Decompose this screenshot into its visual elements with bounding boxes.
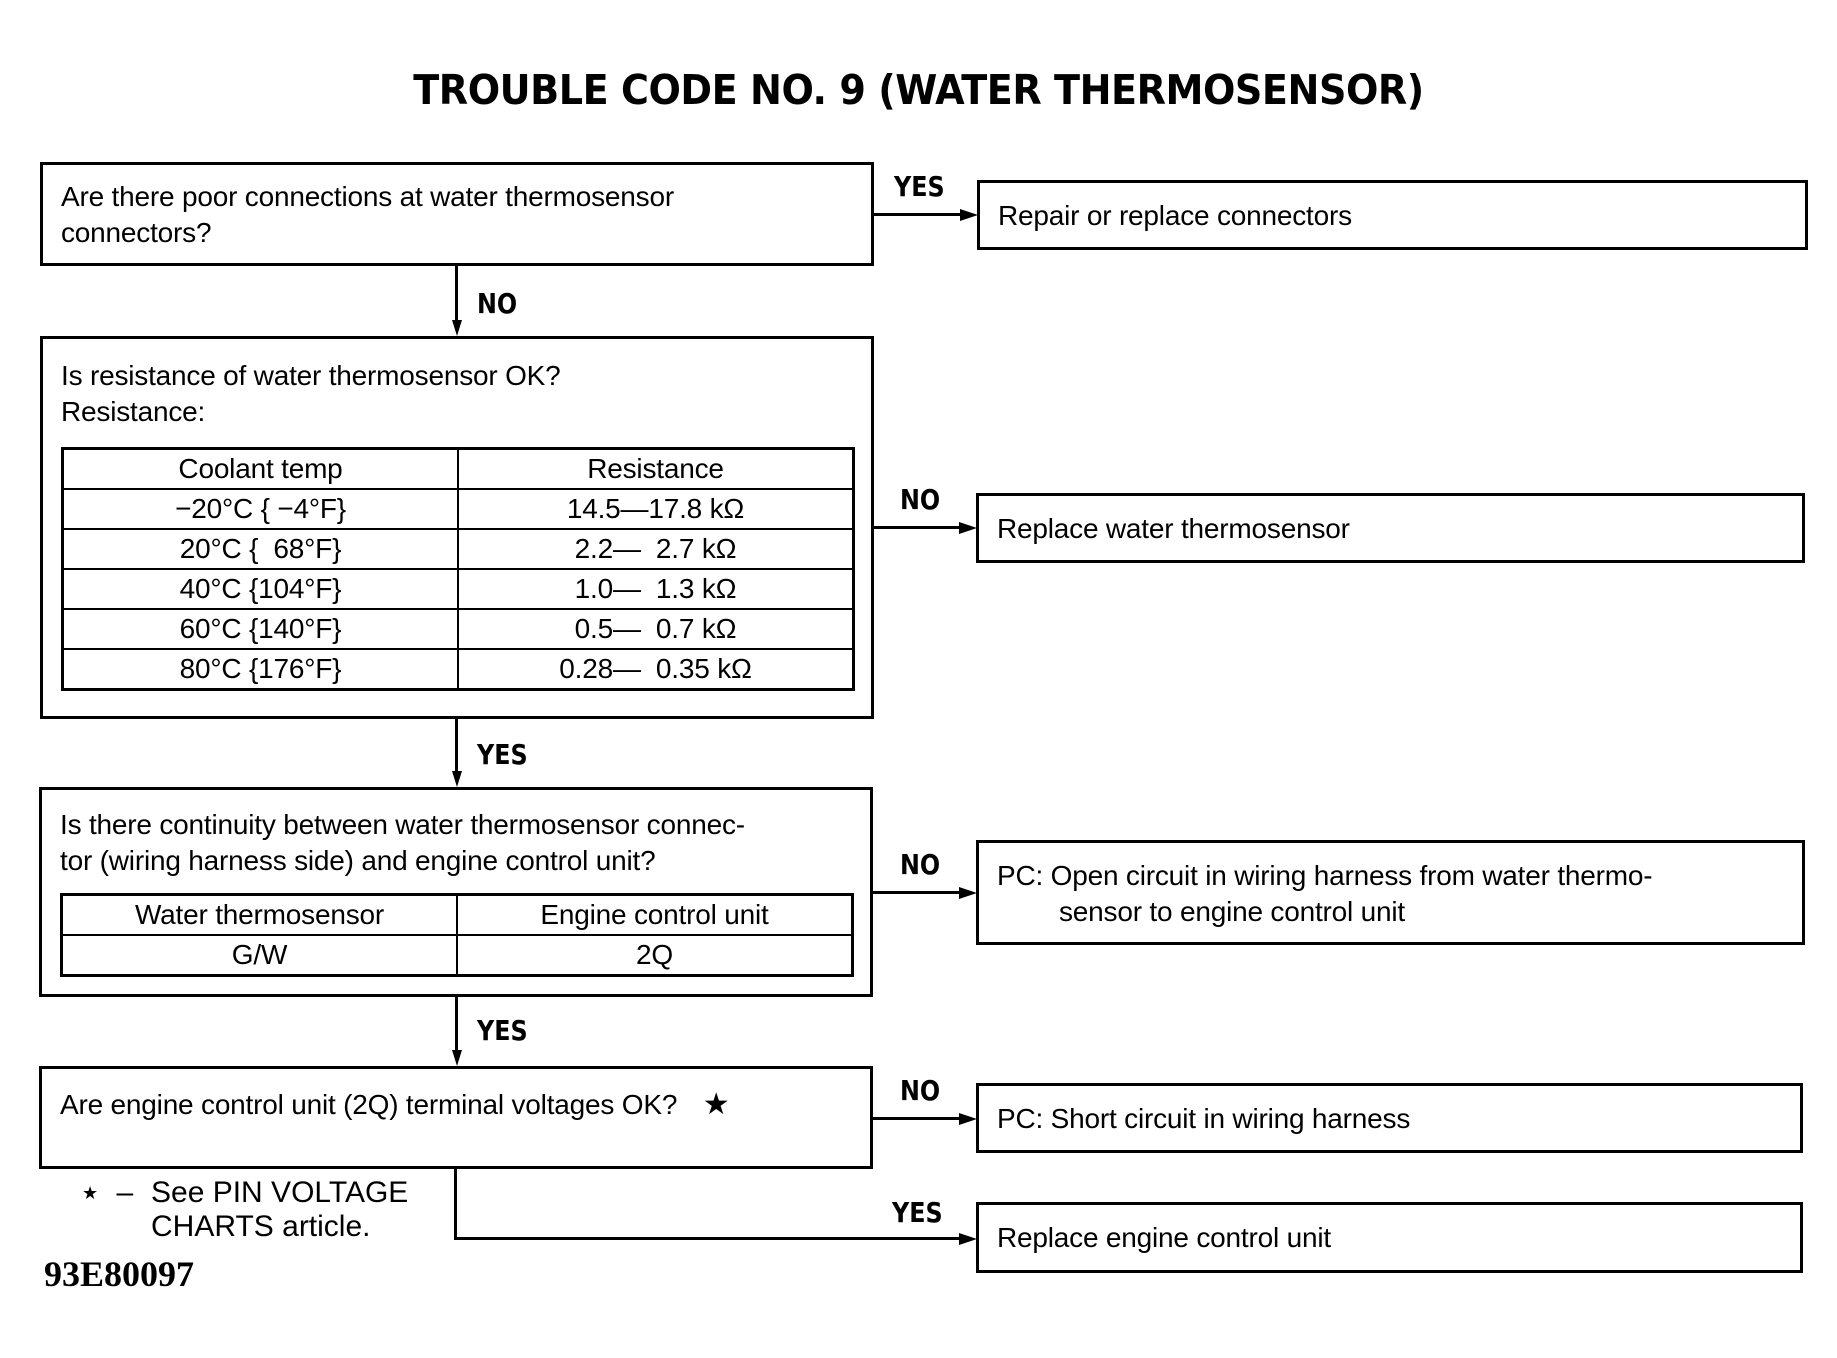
arrow-right-icon	[959, 1233, 977, 1245]
cell-terminal: 2Q	[457, 935, 853, 976]
no-label: NO	[900, 1074, 941, 1107]
result-text: Replace engine control unit	[997, 1222, 1331, 1253]
question-box-terminal-voltages	[39, 1066, 873, 1169]
question-box-resistance	[40, 336, 874, 719]
result-text: PC: Short circuit in wiring harness	[997, 1103, 1411, 1134]
footnote-line: CHARTS article.	[151, 1210, 371, 1243]
no-label: NO	[900, 848, 941, 881]
table-row	[63, 489, 854, 529]
cell-resistance: 1.0— 1.3 kΩ	[458, 569, 854, 609]
column-header: Resistance	[458, 449, 854, 490]
connector-line	[455, 266, 458, 322]
arrow-down-icon	[452, 1050, 462, 1066]
table-row	[63, 569, 854, 609]
question-text	[60, 807, 745, 879]
cell-resistance: 14.5—17.8 kΩ	[458, 489, 854, 529]
table-row	[62, 935, 853, 976]
table-header-row	[63, 449, 854, 490]
cell-resistance: 2.2— 2.7 kΩ	[458, 529, 854, 569]
cell-temp: 40°C {104°F}	[63, 569, 459, 609]
yes-label: YES	[477, 738, 528, 771]
arrow-right-icon	[959, 1113, 977, 1125]
yes-label: YES	[892, 1196, 943, 1229]
question-line: tor (wiring harness side) and engine control unit?	[60, 845, 656, 876]
result-line: sensor to engine control unit	[1059, 896, 1405, 927]
result-text: Replace water thermosensor	[997, 513, 1350, 544]
cell-temp: 60°C {140°F}	[63, 609, 459, 649]
yes-label: YES	[477, 1014, 528, 1047]
table-header-row	[62, 895, 853, 936]
connector-line	[454, 1237, 962, 1240]
star-icon: ★	[82, 1183, 99, 1203]
connector-line	[455, 718, 458, 772]
cell-resistance: 0.5— 0.7 kΩ	[458, 609, 854, 649]
connector-line	[873, 1117, 961, 1120]
result-line: PC: Open circuit in wiring harness from water thermo-	[997, 860, 1653, 891]
result-box-open-circuit	[976, 840, 1805, 945]
question-line: Resistance:	[61, 396, 206, 427]
question-text	[60, 1087, 730, 1123]
yes-label: YES	[894, 170, 945, 203]
arrow-right-icon	[959, 522, 977, 534]
question-line: Is resistance of water thermosensor OK?	[61, 360, 561, 391]
question-text	[61, 179, 674, 251]
result-box-short-circuit	[976, 1083, 1803, 1153]
arrow-right-icon	[959, 887, 977, 899]
table-row	[63, 649, 854, 690]
arrow-down-icon	[452, 320, 462, 336]
figure-code: 93E80097	[44, 1254, 195, 1294]
arrow-right-icon	[960, 209, 978, 221]
cell-temp: 20°C { 68°F}	[63, 529, 459, 569]
column-header: Water thermosensor	[62, 895, 458, 936]
no-label: NO	[900, 483, 941, 516]
question-line: Are engine control unit (2Q) terminal voltages OK?	[60, 1089, 678, 1120]
page-title: TROUBLE CODE NO. 9 (WATER THERMOSENSOR)	[413, 66, 1424, 114]
cell-temp: −20°C { −4°F}	[63, 489, 459, 529]
footnote-dash: –	[116, 1176, 134, 1209]
result-box-replace-ecu	[976, 1202, 1803, 1273]
arrow-down-icon	[452, 771, 462, 787]
question-line: Is there continuity between water thermosensor connec-	[60, 809, 745, 840]
cell-temp: 80°C {176°F}	[63, 649, 459, 690]
connector-line	[874, 526, 962, 529]
cell-wire-color: G/W	[62, 935, 458, 976]
question-line: connectors?	[61, 217, 212, 248]
column-header: Coolant temp	[63, 449, 459, 490]
question-box-continuity	[39, 787, 873, 997]
resistance-table	[61, 447, 855, 691]
footnote	[82, 1176, 409, 1243]
result-box-replace-thermosensor	[976, 493, 1805, 563]
question-text	[61, 358, 561, 430]
table-row	[63, 529, 854, 569]
connector-line	[454, 1168, 457, 1240]
result-box-repair-connectors	[977, 180, 1808, 250]
star-icon: ★	[702, 1088, 730, 1121]
result-text	[997, 858, 1652, 930]
connector-line	[455, 996, 458, 1052]
footnote-text	[151, 1176, 408, 1244]
cell-resistance: 0.28— 0.35 kΩ	[458, 649, 854, 690]
column-header: Engine control unit	[457, 895, 853, 936]
result-text: Repair or replace connectors	[998, 200, 1352, 231]
connector-line	[873, 891, 961, 894]
table-row	[63, 609, 854, 649]
footnote-line: See PIN VOLTAGE	[151, 1176, 409, 1209]
continuity-table	[60, 893, 854, 977]
question-line: Are there poor connections at water thermosensor	[61, 181, 674, 212]
no-label: NO	[477, 287, 518, 320]
question-box-connections	[40, 162, 874, 266]
connector-line	[874, 213, 962, 216]
